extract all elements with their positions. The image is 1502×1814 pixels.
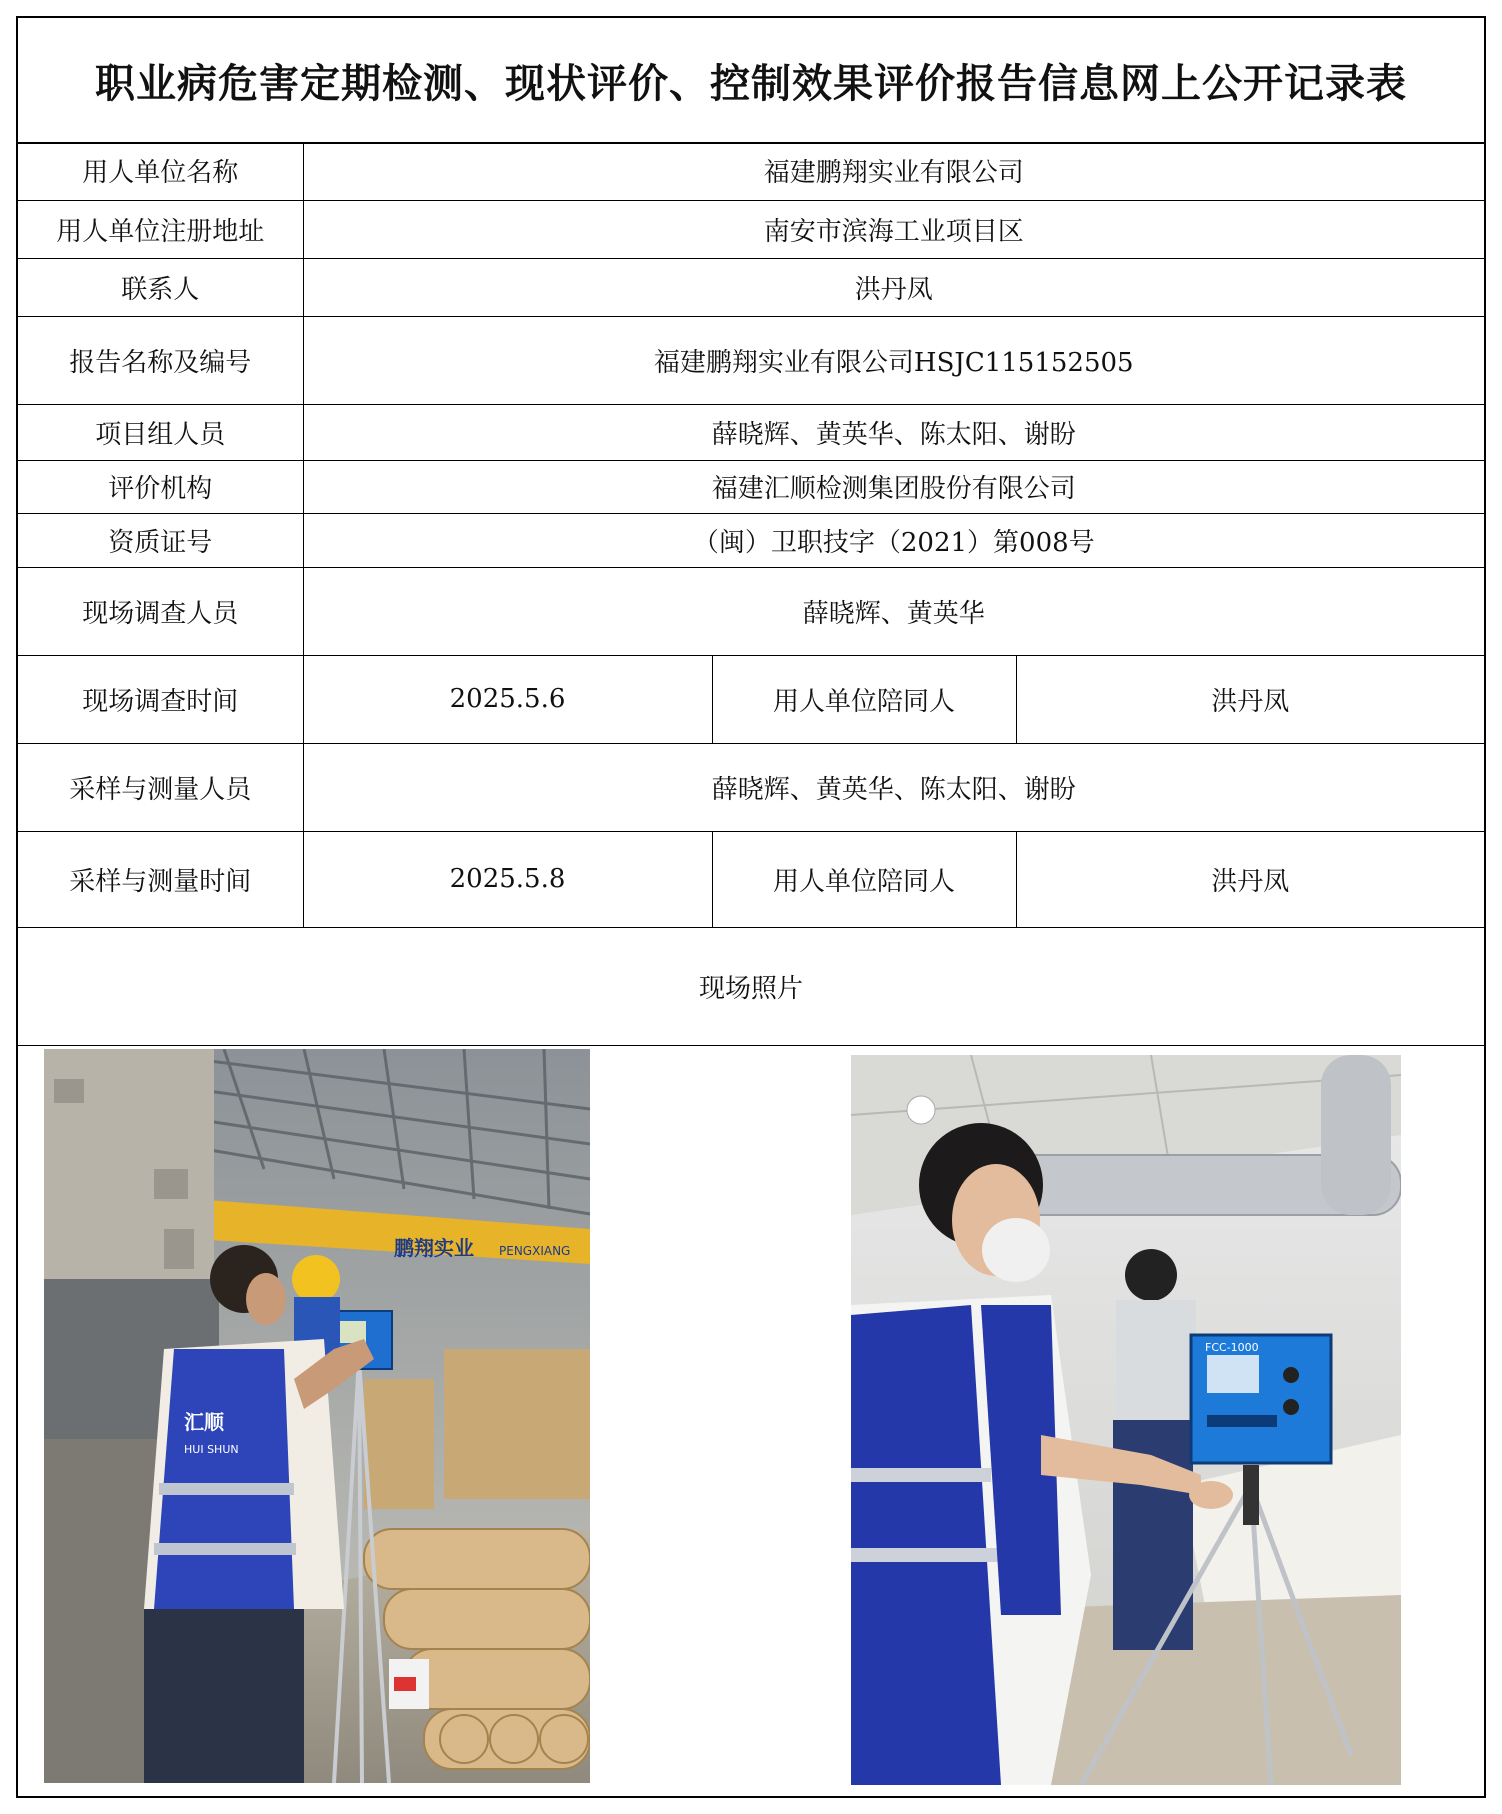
- table-row: [18, 316, 1484, 404]
- page-title: 职业病危害定期检测、现状评价、控制效果评价报告信息网上公开记录表: [18, 18, 1484, 144]
- photo-area: [18, 1045, 1484, 1796]
- team-value: 薛晓辉、黄英华、陈太阳、谢盼: [303, 404, 1484, 460]
- license-value: （闽）卫职技字（2021）第008号: [303, 513, 1484, 567]
- survey-staff-value: 薛晓辉、黄英华: [303, 567, 1484, 655]
- agency-value: 福建汇顺检测集团股份有限公司: [303, 460, 1484, 513]
- employer-address-label: 用人单位注册地址: [18, 200, 303, 258]
- table-row: [18, 927, 1484, 1045]
- sampling-companion-label: 用人单位陪同人: [712, 831, 1016, 927]
- contact-value: 洪丹凤: [303, 258, 1484, 316]
- report-value: 福建鹏翔实业有限公司HSJC115152505: [303, 316, 1484, 404]
- employer-address-value: 南安市滨海工业项目区: [303, 200, 1484, 258]
- table-row: [18, 404, 1484, 460]
- sampling-staff-value: 薛晓辉、黄英华、陈太阳、谢盼: [303, 743, 1484, 831]
- survey-time-label: 现场调查时间: [18, 655, 303, 743]
- table-row: [18, 513, 1484, 567]
- survey-companion-label: 用人单位陪同人: [712, 655, 1016, 743]
- crane-sign-text: 鹏翔实业: [394, 1236, 474, 1260]
- vest-logo-text: 汇顺: [184, 1410, 224, 1434]
- table-row: [18, 743, 1484, 831]
- team-label: 项目组人员: [18, 404, 303, 460]
- survey-staff-label: 现场调查人员: [18, 567, 303, 655]
- sampling-companion-value: 洪丹凤: [1016, 831, 1484, 927]
- vest-logo-latin: HUI SHUN: [184, 1443, 239, 1456]
- photos-label: 现场照片: [18, 927, 1484, 1045]
- table-row: [18, 142, 1484, 200]
- report-label: 报告名称及编号: [18, 316, 303, 404]
- record-sheet: [16, 16, 1486, 1798]
- sampling-time-value: 2025.5.8: [303, 831, 712, 927]
- table-row: [18, 258, 1484, 316]
- table-row: [18, 200, 1484, 258]
- sampling-time-label: 采样与测量时间: [18, 831, 303, 927]
- contact-label: 联系人: [18, 258, 303, 316]
- site-photo-left: [44, 1049, 590, 1783]
- table-row: [18, 655, 1484, 743]
- info-table: [18, 142, 1484, 1046]
- survey-time-value: 2025.5.6: [303, 655, 712, 743]
- device-label: FCC-1000: [1205, 1341, 1259, 1354]
- table-row: [18, 460, 1484, 513]
- table-row: [18, 567, 1484, 655]
- license-label: 资质证号: [18, 513, 303, 567]
- table-row: [18, 831, 1484, 927]
- employer-name-label: 用人单位名称: [18, 142, 303, 200]
- sampling-staff-label: 采样与测量人员: [18, 743, 303, 831]
- site-photo-right: [851, 1055, 1401, 1785]
- employer-name-value: 福建鹏翔实业有限公司: [303, 142, 1484, 200]
- survey-companion-value: 洪丹凤: [1016, 655, 1484, 743]
- crane-sign-latin: PENGXIANG: [499, 1244, 571, 1258]
- agency-label: 评价机构: [18, 460, 303, 513]
